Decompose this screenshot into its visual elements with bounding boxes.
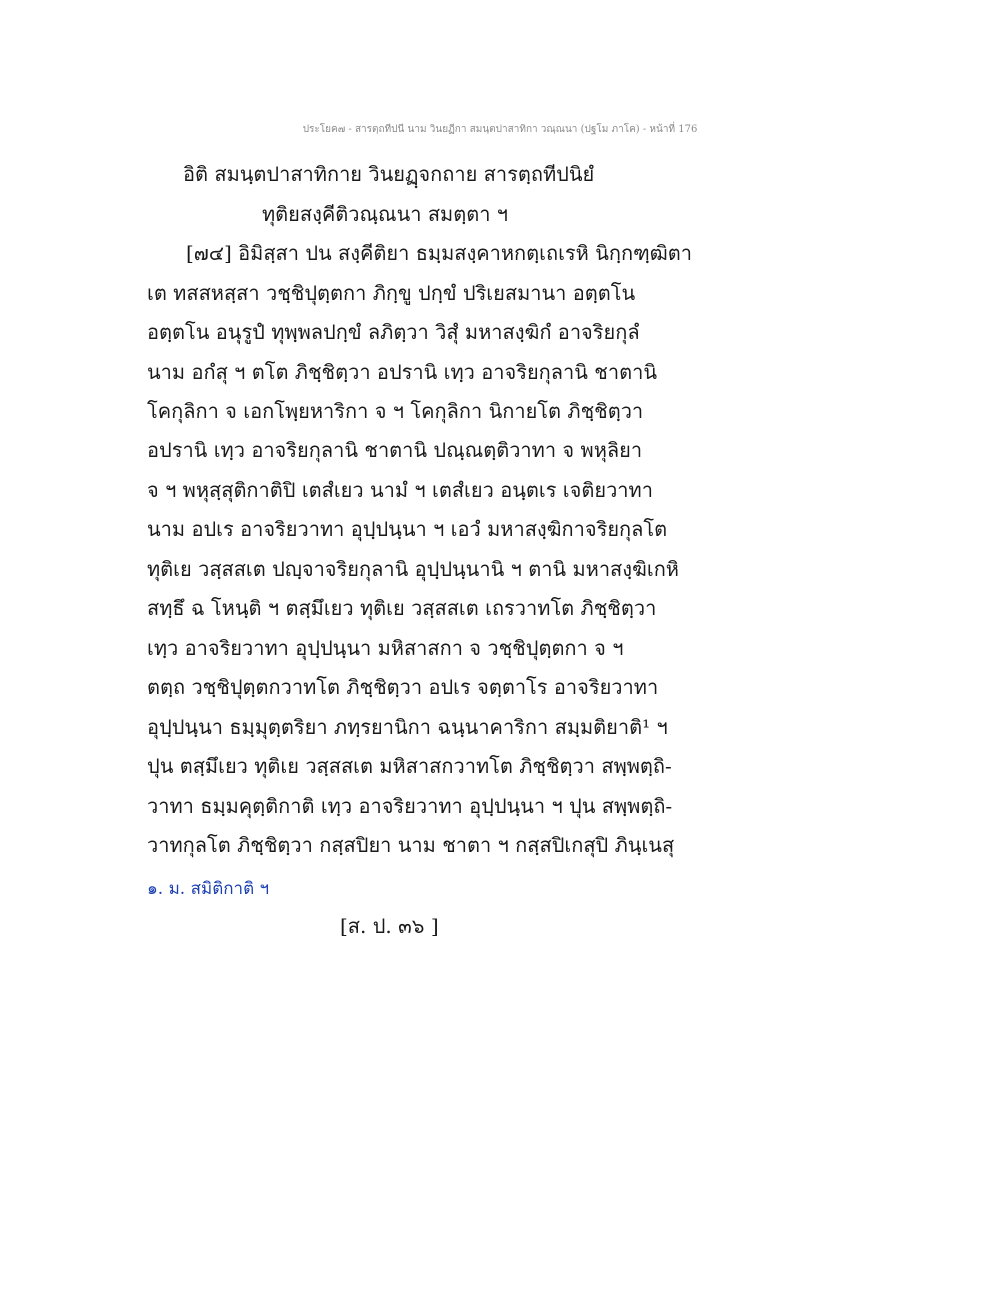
body-line: ตตฺถ วชฺชิปุตฺตกวาทโต ภิชฺชิตฺวา อปเร จตฺตาโร อาจริยวาทา [147,675,659,699]
title-line: อิติ สมนฺตปาสาทิกาย วินยฏฺจกถาย สารตฺถทีปนิยํ [183,162,595,186]
footnote: ๑. ม. สมิติกาติ ฯ [147,879,270,899]
body-line: อปรานิ เทฺว อาจริยกุลานิ ชาตานิ ปณฺณตฺติวาทา จ พหุลิยา [147,438,643,462]
running-header: ประโยค๗ - สารตฺถทีปนี นาม วินยฏีกา สมนฺตปาสาทิกา วณฺณนา (ปฐโม ภาโค) - หน้าที่ 176 [302,124,698,135]
body-line: จ ฯ พหุสฺสุติกาติปิ เตสํเยว นามํ ฯ เตสํเยว อนฺตเร เจติยวาทา [147,478,653,502]
body-line: วาทา ธมฺมคุตฺติกาติ เทฺว อาจริยวาทา อุปฺปนฺนา ฯ ปุน สพฺพตฺถิ- [147,794,673,818]
body-line: โคกุลิกา จ เอกโพฺยหาริกา จ ฯ โคกุลิกา นิกายโต ภิชฺชิตฺวา [147,399,644,423]
body-line: อตฺตโน อนุรูปํ ทุพฺพลปกฺขํ ลภิตฺวา วิสุํ มหาสงฺฆิกํ อาจริยกุลํ [147,320,640,344]
subtitle-line: ทุติยสงฺคีติวณฺณนา สมตฺตา ฯ [262,202,509,226]
body-line: เทฺว อาจริยวาทา อุปฺปนฺนา มหิสาสกา จ วชฺชิปุตฺตกา จ ฯ [147,636,624,660]
body-line: เต ทสสหสฺสา วชฺชิปุตฺตกา ภิกฺขู ปกฺขํ ปริเยสมานา อตฺตโน [147,281,636,305]
page-reference: [ส. ป. ๓๖ ] [340,914,439,938]
body-line: ทุติเย วสฺสสเต ปญฺจาจริยกุลานิ อุปฺปนฺนานิ ฯ ตานิ มหาสงฺฆิเกหิ [147,557,679,581]
body-line: วาทกุลโต ภิชฺชิตฺวา กสฺสปิยา นาม ชาตา ฯ กสฺสปิเกสุปิ ภินฺเนสุ [147,833,675,857]
body-line: ปุน ตสฺมึเยว ทุติเย วสฺสสเต มหิสาสกวาทโต ภิชฺชิตฺวา สพฺพตฺถิ- [147,754,672,778]
body-line: นาม อปเร อาจริยวาทา อุปฺปนฺนา ฯ เอวํ มหาสงฺฆิกาจริยกุลโต [147,517,668,541]
body-line: อุปฺปนฺนา ธมฺมุตฺตริยา ภทฺรยานิกา ฉนฺนาคาริกา สมฺมติยาติ¹ ฯ [147,715,668,739]
body-line: สทฺธึ ฉ โหนฺติ ฯ ตสฺมึเยว ทุติเย วสฺสสเต เถรวาทโต ภิชฺชิตฺวา [147,596,657,620]
body-line: [๗๔] อิมิสฺสา ปน สงฺคีติยา ธมฺมสงฺคาหกตฺเถเรหิ นิกฺกฑฺฒิตา [186,241,692,265]
body-line: นาม อกํสุ ฯ ตโต ภิชฺชิตฺวา อปรานิ เทฺว อาจริยกุลานิ ชาตานิ [147,360,657,384]
